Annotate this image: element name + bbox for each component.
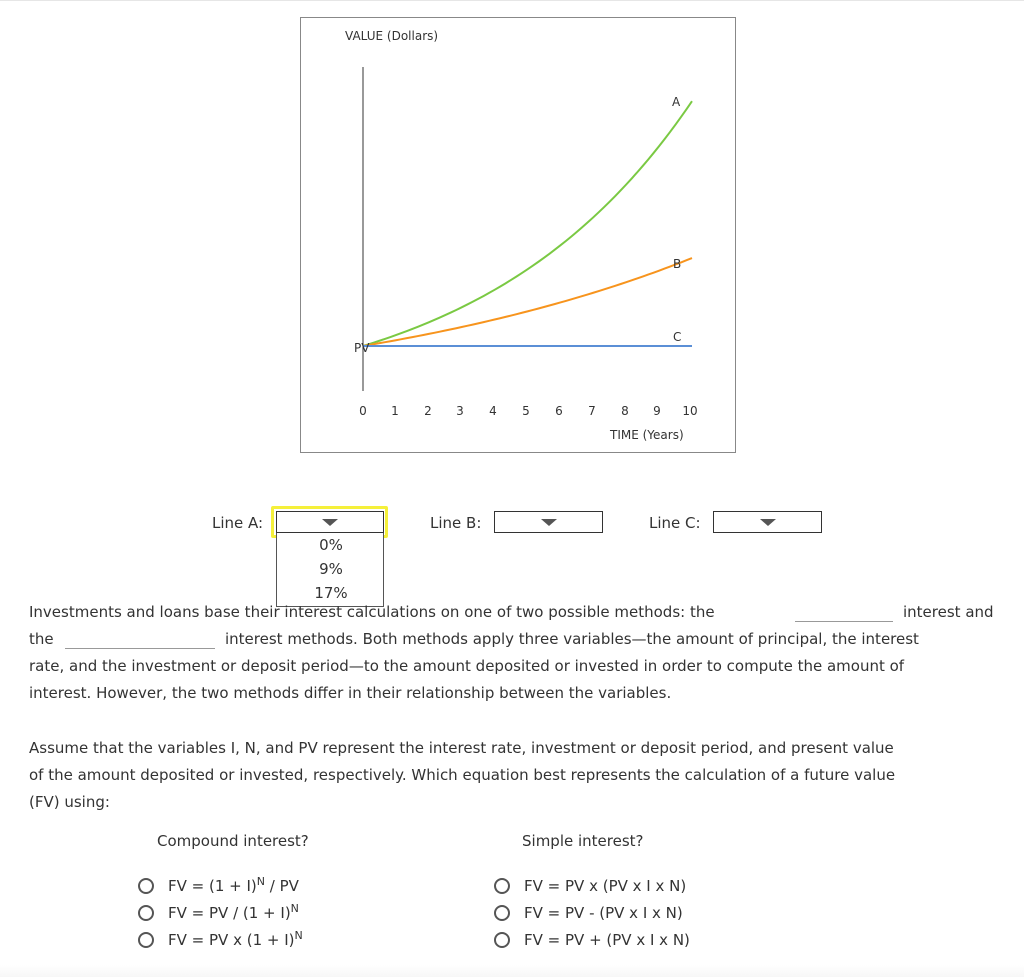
- radio-button[interactable]: [138, 905, 154, 921]
- paragraph1-line1: Investments and loans base their interest calculations on one of two possible methods: the: [29, 603, 715, 621]
- line-c-select[interactable]: [713, 511, 822, 533]
- x-tick-label: 10: [682, 404, 698, 418]
- line-c-tag: C: [673, 330, 682, 344]
- radio-button[interactable]: [494, 878, 510, 894]
- simple-option-label: FV = PV + (PV x I x N): [524, 931, 690, 949]
- paragraph1-line4: interest. However, the two methods differ in their relationship between the variables.: [29, 684, 672, 702]
- dropdown-option[interactable]: 0%: [319, 536, 343, 554]
- radio-button[interactable]: [138, 878, 154, 894]
- x-tick-label: 4: [489, 404, 497, 418]
- paragraph2-line2: of the amount deposited or invested, respectively. Which equation best represents the calculation of a future value: [29, 766, 896, 784]
- line-a-dropdown-list: [276, 533, 384, 607]
- line-a-label: Line A:: [212, 514, 264, 532]
- compound-interest-title: Compound interest?: [157, 832, 309, 850]
- growth-chart: [300, 17, 736, 453]
- compound-option-2[interactable]: [138, 903, 358, 925]
- simple-interest-title: Simple interest?: [522, 832, 644, 850]
- x-tick-label: 6: [555, 404, 563, 418]
- chevron-down-icon: [760, 519, 776, 526]
- x-tick-label: 5: [522, 404, 530, 418]
- x-tick-label: 3: [456, 404, 464, 418]
- x-tick-label: 8: [621, 404, 629, 418]
- x-tick-label: 9: [653, 404, 661, 418]
- line-b-select[interactable]: [494, 511, 603, 533]
- compound-option-label: FV = PV / $(1 + I)^N$: [168, 902, 299, 922]
- x-tick-label: 2: [424, 404, 432, 418]
- x-tick-label: 0: [359, 404, 367, 418]
- pv-label: PV: [354, 341, 370, 355]
- paragraph2-line3: (FV) using:: [29, 793, 110, 811]
- simple-option-1[interactable]: [494, 876, 734, 898]
- dropdown-option[interactable]: 17%: [314, 584, 348, 602]
- dropdown-option[interactable]: 9%: [319, 560, 343, 578]
- x-tick-label: 1: [391, 404, 399, 418]
- compound-option-label: FV = $(1 + I)^N$ / PV: [168, 875, 299, 895]
- method-blank-1[interactable]: [795, 621, 893, 622]
- line-c-label: Line C:: [649, 514, 701, 532]
- top-divider: [0, 0, 1024, 1]
- series-line-b: [363, 258, 692, 346]
- simple-option-3[interactable]: [494, 930, 734, 952]
- y-axis-title: VALUE (Dollars): [345, 29, 439, 43]
- line-b-label: Line B:: [430, 514, 482, 532]
- paragraph1-line1-end: interest and: [903, 603, 994, 621]
- chevron-down-icon: [322, 519, 338, 526]
- x-axis-title: TIME (Years): [610, 428, 684, 442]
- line-b-tag: B: [673, 257, 682, 271]
- paragraph2-line1: Assume that the variables I, N, and PV represent the interest rate, investment or deposit period, and present value: [29, 739, 894, 757]
- method-blank-2[interactable]: [65, 648, 215, 649]
- simple-option-label: FV = PV - (PV x I x N): [524, 904, 683, 922]
- bottom-fade: [0, 965, 1024, 977]
- radio-button[interactable]: [494, 932, 510, 948]
- x-tick-label: 7: [588, 404, 596, 418]
- paragraph1-line2-start: the: [29, 630, 54, 648]
- line-a-tag: A: [672, 95, 681, 109]
- series-line-a: [363, 101, 692, 346]
- compound-option-3[interactable]: [138, 930, 358, 952]
- chevron-down-icon: [541, 519, 557, 526]
- radio-button[interactable]: [138, 932, 154, 948]
- simple-option-label: FV = PV x (PV x I x N): [524, 877, 687, 895]
- paragraph1-line3: rate, and the investment or deposit period—to the amount deposited or invested in order to compute the amount of: [29, 657, 905, 675]
- paragraph1-line2: interest methods. Both methods apply three variables—the amount of principal, the interest: [225, 630, 919, 648]
- radio-button[interactable]: [494, 905, 510, 921]
- compound-option-label: FV = PV x $(1 + I)^N$: [168, 929, 303, 949]
- compound-option-1[interactable]: [138, 876, 358, 898]
- line-a-select[interactable]: [276, 511, 384, 533]
- simple-option-2[interactable]: [494, 903, 734, 925]
